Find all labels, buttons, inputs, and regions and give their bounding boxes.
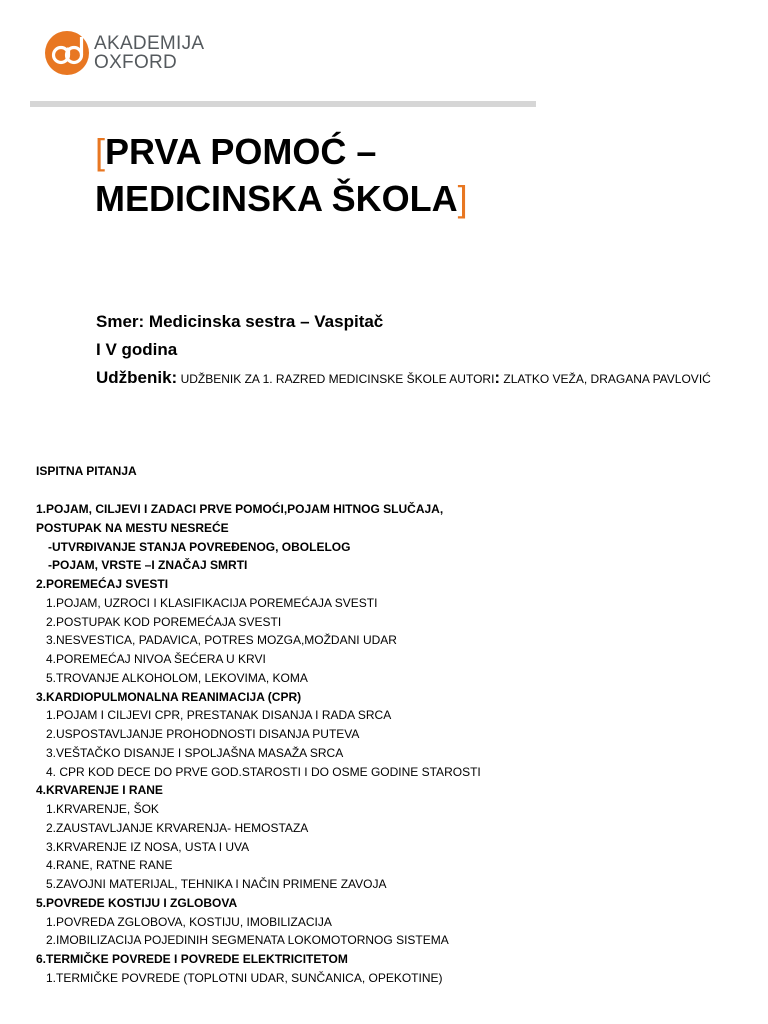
exam-line: 4. CPR KOD DECE DO PRVE GOD.STAROSTI I DO OSME GODINE STAROSTI <box>46 764 481 779</box>
exam-line: 1.POJAM, UZROCI I KLASIFIKACIJA POREMEĆAJA SVESTI <box>46 595 378 610</box>
title-open-bracket: [ <box>95 131 106 172</box>
exam-line: 1.POJAM I CILJEVI CPR, PRESTANAK DISANJA I RADA SRCA <box>46 708 392 723</box>
logo-line-1: AKADEMIJA <box>94 33 205 54</box>
exam-line: 3.NESVESTICA, PADAVICA, POTRES MOZGA,MOŽDANI UDAR <box>46 633 397 648</box>
logo <box>44 30 204 76</box>
title-line-1 <box>95 128 468 175</box>
exam-questions <box>36 462 481 988</box>
exam-title: ISPITNA PITANJA <box>36 464 137 478</box>
document-title <box>95 128 468 222</box>
title-line-2-text: MEDICINSKA ŠKOLA <box>95 178 458 219</box>
smer-line: Smer: Medicinska sestra – Vaspitač <box>96 312 384 331</box>
exam-line: 1.TERMIČKE POVREDE (TOPLOTNI UDAR, SUNČANICA, OPEKOTINE) <box>46 970 443 985</box>
exam-line: 2.POSTUPAK KOD POREMEĆAJA SVESTI <box>46 614 282 629</box>
exam-line: 3.KARDIOPULMONALNA REANIMACIJA (CPR) <box>36 689 302 704</box>
exam-line: -UTVRĐIVANJE STANJA POVREĐENOG, OBOLELOG <box>48 539 351 554</box>
exam-line: 2.USPOSTAVLJANJE PROHODNOSTI DISANJA PUTEVA <box>46 727 360 741</box>
exam-line: 5.POVREDE KOSTIJU I ZGLOBOVA <box>36 895 238 910</box>
exam-line: 5.ZAVOJNI MATERIJAL, TEHNIKA I NAČIN PRIMENE ZAVOJA <box>46 877 387 891</box>
logo-line-2: OXFORD <box>94 52 178 73</box>
title-line-2 <box>95 175 468 222</box>
exam-line: 1.KRVARENJE, ŠOK <box>46 802 159 816</box>
exam-line: 3.VEŠTAČKO DISANJE I SPOLJAŠNA MASAŽA SRCA <box>46 745 344 760</box>
exam-line: 2.POREMEĆAJ SVESTI <box>36 577 169 591</box>
exam-line: 3.KRVARENJE IZ NOSA, USTA I UVA <box>46 839 250 854</box>
udzbenik-autori: ZLATKO VEŽA, DRAGANA PAVLOVIĆ <box>500 372 711 386</box>
header-divider <box>30 101 536 107</box>
udzbenik-text: UDŽBENIK ZA 1. RAZRED MEDICINSKE ŠKOLE AUTORI <box>177 372 495 386</box>
exam-line: 4.POREMEĆAJ NIVOA ŠEĆERA U KRVI <box>46 652 266 666</box>
godina-line: I V godina <box>96 340 178 359</box>
exam-line: -POJAM, VRSTE –I ZNAČAJ SMRTI <box>48 558 248 573</box>
exam-line: POSTUPAK NA MESTU NESREĆE <box>36 520 229 535</box>
title-close-bracket: ] <box>457 178 468 219</box>
exam-line: 4.KRVARENJE I RANE <box>36 783 163 798</box>
exam-line: 6.TERMIČKE POVREDE I POVREDE ELEKTRICITETOM <box>36 952 348 966</box>
udzbenik-line <box>96 364 711 393</box>
akademija-oxford-logo-icon <box>44 30 90 76</box>
exam-line: 2.IMOBILIZACIJA POJEDINIH SEGMENATA LOKOMOTORNOG SISTEMA <box>46 933 449 948</box>
logo-wordmark <box>94 34 204 72</box>
udzbenik-label: Udžbenik: <box>96 368 178 387</box>
exam-line: 1.POVREDA ZGLOBOVA, KOSTIJU, IMOBILIZACIJA <box>46 914 332 929</box>
exam-line: 2.ZAUSTAVLJANJE KRVARENJA- HEMOSTAZA <box>46 820 309 835</box>
document-meta <box>96 308 711 393</box>
title-line-1-text: PRVA POMOĆ – <box>105 131 377 172</box>
exam-line: 5.TROVANJE ALKOHOLOM, LEKOVIMA, KOMA <box>46 670 308 685</box>
udzbenik-colon: : <box>494 368 501 387</box>
exam-line: 1.POJAM, CILJEVI I ZADACI PRVE POMOĆI,POJAM HITNOG SLUČAJA, <box>36 502 444 516</box>
exam-line: 4.RANE, RATNE RANE <box>46 858 173 873</box>
